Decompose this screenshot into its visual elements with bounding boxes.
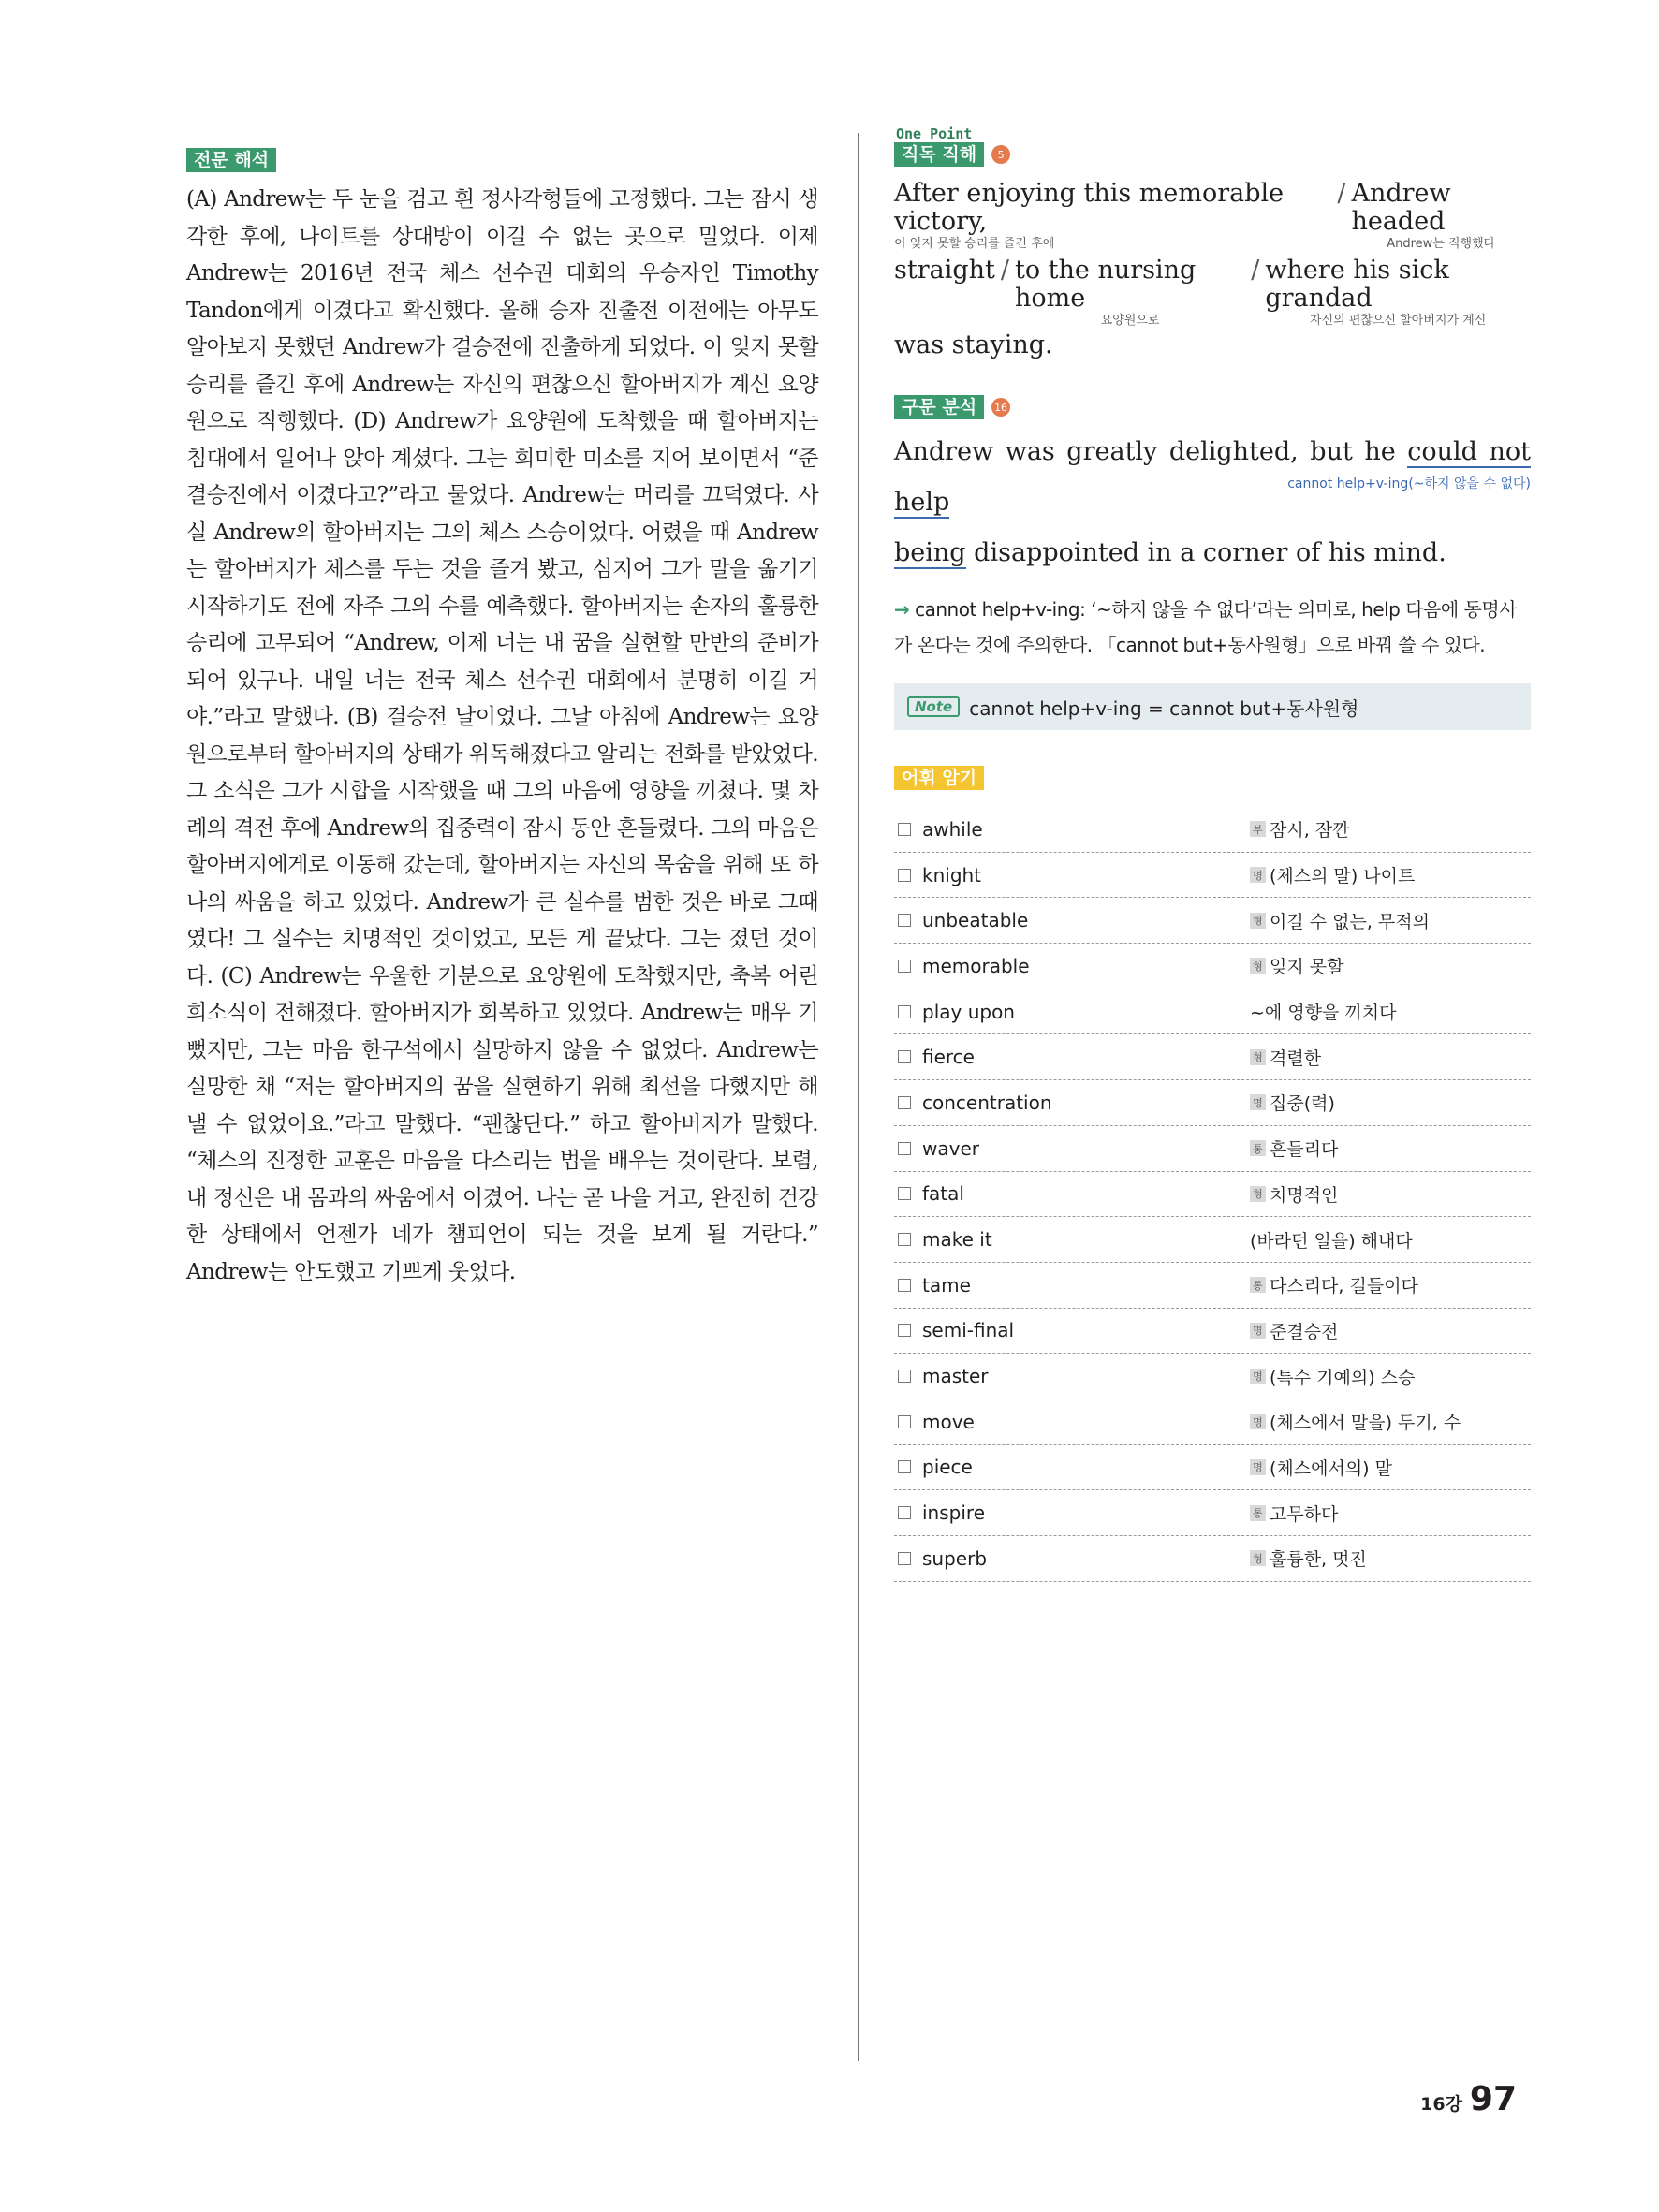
part-of-speech-badge: 통 bbox=[1250, 1140, 1266, 1156]
gubun-section bbox=[894, 395, 1531, 730]
vocab-row bbox=[894, 1263, 1531, 1309]
vocab-row bbox=[894, 944, 1531, 989]
tag-text-1: 구문 bbox=[902, 397, 936, 417]
meaning-text: (체스의 말) 나이트 bbox=[1270, 866, 1416, 887]
meaning-text: 치명적인 bbox=[1270, 1184, 1339, 1206]
vocab-header bbox=[894, 766, 984, 790]
analysis-column bbox=[894, 125, 1531, 1582]
page-number: 97 bbox=[1469, 2080, 1517, 2118]
meaning-text: (특수 기예의) 스승 bbox=[1270, 1367, 1416, 1388]
vocab-row bbox=[894, 1536, 1531, 1582]
underlined-phrase: being bbox=[894, 538, 966, 567]
vocab-word: fierce bbox=[922, 1046, 975, 1069]
meaning-text: 고무하다 bbox=[1270, 1503, 1339, 1525]
vocab-row bbox=[894, 853, 1531, 899]
part-of-speech-badge: 형 bbox=[1250, 913, 1266, 929]
tag-text-2: 암기 bbox=[942, 768, 977, 788]
note-text: cannot help+v-ing = cannot but+동사원형 bbox=[969, 696, 1359, 720]
vocab-meaning bbox=[1250, 1318, 1338, 1343]
vocab-row bbox=[894, 1399, 1531, 1445]
note-badge: Note bbox=[907, 696, 960, 717]
slash: / bbox=[1337, 179, 1346, 208]
checkbox[interactable] bbox=[898, 1324, 911, 1337]
meaning-text: (체스에서 말을) 두기, 수 bbox=[1270, 1413, 1461, 1434]
part-of-speech-badge: 형 bbox=[1250, 1049, 1266, 1065]
underlined-phrase: could not help bbox=[894, 437, 1531, 517]
vocab-row bbox=[894, 1126, 1531, 1172]
column-divider bbox=[858, 133, 859, 2061]
meaning-text: 잠시, 잠깐 bbox=[1270, 820, 1350, 842]
explanation-text: cannot help+v-ing: ‘~하지 않을 수 없다’라는 의미로, help 다음에 동명사가 온다는 것에 주의한다. 「cannot but+동사원형」으로 바꿔 쓸 수 있다. bbox=[894, 598, 1518, 656]
vocab-word: tame bbox=[922, 1273, 971, 1296]
part-of-speech-badge: 통 bbox=[1250, 1505, 1266, 1521]
vocab-row bbox=[894, 1034, 1531, 1080]
meaning-text: 격렬한 bbox=[1270, 1047, 1322, 1069]
chunk-text: After enjoying this memorable victory, bbox=[894, 179, 1285, 236]
part-of-speech-badge: 명 bbox=[1250, 1094, 1266, 1110]
part-of-speech-badge: 부 bbox=[1250, 821, 1266, 837]
translation-paragraph: (A) Andrew는 두 눈을 검고 흰 정사각형들에 고정했다. 그는 잠시 생각한 후에, 나이트를 상대방이 이길 수 없는 곳으로 밀었다. 이제 Andrew는 2016년 전국 체스 선수권 대회의 우승자인 Timothy Tandon에게 이겼다고 확신했다. 올해 승자 진출전 이전에는 아무도 알아보지 못했던 Andrew가 결승전에 진출하게 되었다. 이 잊지 못할 승리를 즐긴 후에 Andrew는 자신의 편찮으신 할아버지가 계신 요양원으로 직행했다. (D) Andrew가 요양원에 도착했을 때 할아버지는 침대에서 일어나 앉아 계셨다. 그는 희미한 미소를 지어 보이면서 “준결승전에서 이겼다고?”라고 물었다. Andrew는 머리를 끄덕였다. 사실 Andrew의 할아버지는 그의 체스 스승이었다. 어렸을 때 Andrew는 할아버지가 체스를 두는 것을 즐겨 봤고, 심지어 그가 말을 옮기기 시작하기도 전에 자주 그의 수를 예측했다. 할아버지는 손자의 훌륭한 승리에 고무되어 “Andrew, 이제 너는 내 꿈을 실현할 만반의 준비가 되어 있구나. 내일 너는 전국 체스 선수권 대회에서 분명히 이길 거야.”라고 말했다. (B) 결승전 날이었다. 그날 아침에 Andrew는 요양원으로부터 할아버지의 상태가 위독해졌다고 알리는 전화를 받았었다. 그 소식은 그가 시합을 시작했을 때 그의 마음에 영향을 끼쳤다. 몇 차례의 격전 후에 Andrew의 집중력이 잠시 동안 흔들렸다. 그의 마음은 할아버지에게로 이동해 갔는데, 할아버지는 자신의 목숨을 위해 또 하나의 싸움을 하고 있었다. Andrew가 큰 실수를 범한 것은 바로 그때였다! 그 실수는 치명적인 것이었고, 모든 게 끝났다. 그는 졌던 것이다. (C) Andrew는 우울한 기분으로 요양원에 도착했지만, 축복 어린 희소식이 전해졌다. 할아버지가 회복하고 있었다. Andrew는 매우 기뻤지만, 그는 마음 한구석에서 실망하지 않을 수 없었다. Andrew는 실망한 채 “저는 할아버지의 꿈을 실현하기 위해 최선을 다했지만 해낼 수 없었어요.”라고 말했다. “괜찮단다.” 하고 할아버지가 말했다. “체스의 진정한 교훈은 마음을 다스리는 법을 배우는 것이란다. 보렴, 내 정신은 내 몸과의 싸움에서 이겼어. 나는 곧 나을 거고, 완전히 건강한 상태에서 언젠가 네가 챔피언이 되는 것을 보게 될 거란다.” Andrew는 안도했고 기쁘게 웃었다. bbox=[186, 187, 818, 1284]
chunk bbox=[1265, 256, 1531, 330]
vocab-word: make it bbox=[922, 1228, 992, 1252]
vocab-word: master bbox=[922, 1365, 989, 1388]
translation-body bbox=[186, 182, 818, 1291]
sentence-part: disappointed in a corner of his mind. bbox=[974, 538, 1446, 567]
onepoint-label: One Point bbox=[896, 125, 973, 142]
meaning-text: ~에 영향을 끼치다 bbox=[1250, 1003, 1397, 1024]
checkbox[interactable] bbox=[898, 1370, 911, 1383]
checkbox[interactable] bbox=[898, 1552, 911, 1565]
chunk-gloss: 자신의 편찮으신 할아버지가 계신 bbox=[1310, 314, 1487, 328]
vocab-meaning bbox=[1250, 1272, 1418, 1297]
analysis-sentence bbox=[894, 427, 1531, 579]
vocab-row bbox=[894, 989, 1531, 1035]
vocab-row bbox=[894, 1309, 1531, 1355]
onepoint-section bbox=[894, 125, 1531, 359]
checkbox[interactable] bbox=[898, 1415, 911, 1428]
vocab-meaning bbox=[1250, 1409, 1461, 1434]
vocab-meaning bbox=[1250, 1501, 1338, 1526]
chunk-gloss: 요양원으로 bbox=[1100, 314, 1160, 328]
chunk bbox=[1351, 180, 1531, 253]
chunk-gloss: Andrew는 직행했다 bbox=[1387, 237, 1496, 251]
part-of-speech-badge: 형 bbox=[1250, 958, 1266, 974]
vocab-row bbox=[894, 1080, 1531, 1126]
section-tag bbox=[186, 148, 276, 172]
slash: / bbox=[1000, 256, 1009, 285]
vocab-word: awhile bbox=[922, 817, 983, 841]
phrase-gloss: cannot help+v-ing(~하지 않을 수 없다) bbox=[1287, 476, 1531, 491]
section-tag bbox=[894, 142, 984, 167]
vocab-row bbox=[894, 1172, 1531, 1218]
vocab-row bbox=[894, 807, 1531, 853]
vocab-word: memorable bbox=[922, 954, 1030, 977]
checkbox[interactable] bbox=[898, 1460, 911, 1473]
chunk-line-1 bbox=[894, 180, 1531, 253]
checkbox[interactable] bbox=[898, 1233, 911, 1246]
checkbox[interactable] bbox=[898, 1005, 911, 1018]
part-of-speech-badge: 형 bbox=[1250, 1550, 1266, 1566]
tag-text-1: 직독 bbox=[902, 144, 936, 165]
vocab-word: semi-final bbox=[922, 1319, 1015, 1342]
translation-header bbox=[186, 148, 276, 172]
part-of-speech-badge: 형 bbox=[1250, 1186, 1266, 1202]
vocab-word: fatal bbox=[922, 1182, 964, 1206]
vocab-meaning bbox=[1250, 1181, 1338, 1207]
checkbox[interactable] bbox=[898, 1096, 911, 1109]
vocab-row bbox=[894, 1354, 1531, 1399]
translation-column bbox=[186, 148, 818, 1291]
vocab-word: waver bbox=[922, 1136, 979, 1160]
tag-text-1: 전문 bbox=[194, 150, 228, 170]
gubun-header bbox=[894, 395, 1010, 419]
chunk-text: Andrew headed bbox=[1351, 179, 1451, 236]
grammar-explanation bbox=[894, 592, 1531, 663]
section-tag bbox=[894, 766, 984, 790]
meaning-text: 잊지 못할 bbox=[1270, 957, 1344, 978]
onepoint-header bbox=[894, 142, 1010, 167]
checkbox[interactable] bbox=[898, 869, 911, 882]
vocab-meaning bbox=[1250, 953, 1343, 978]
vocab-meaning bbox=[1250, 1545, 1367, 1571]
section-tag bbox=[894, 395, 984, 419]
lesson-label: 16강 bbox=[1420, 2094, 1462, 2115]
vocab-meaning bbox=[1250, 908, 1430, 933]
sentence-number-badge: 5 bbox=[991, 145, 1010, 164]
checkbox[interactable] bbox=[898, 1506, 911, 1519]
meaning-text: 준결승전 bbox=[1270, 1321, 1339, 1342]
chunk-text: where his sick grandad bbox=[1265, 256, 1449, 313]
part-of-speech-badge: 명 bbox=[1250, 1323, 1266, 1339]
vocab-row bbox=[894, 898, 1531, 944]
arrow-icon: → bbox=[894, 598, 910, 621]
vocab-meaning bbox=[1250, 1455, 1392, 1480]
chunk-line-2 bbox=[894, 256, 1531, 330]
meaning-text: 다스리다, 길들이다 bbox=[1270, 1276, 1418, 1297]
checkbox[interactable] bbox=[898, 823, 911, 836]
chunk-text: to the nursing home bbox=[1014, 256, 1197, 313]
vocab-word: piece bbox=[922, 1456, 973, 1479]
meaning-text: 집중(력) bbox=[1270, 1093, 1335, 1115]
vocab-word: unbeatable bbox=[922, 909, 1029, 932]
checkbox[interactable] bbox=[898, 960, 911, 973]
meaning-text: 훌륭한, 멋진 bbox=[1270, 1549, 1367, 1571]
vocab-word: move bbox=[922, 1410, 975, 1433]
vocab-meaning bbox=[1250, 1135, 1338, 1161]
vocab-row bbox=[894, 1445, 1531, 1491]
vocab-row bbox=[894, 1490, 1531, 1536]
sentence-number-badge: 16 bbox=[991, 398, 1010, 417]
chunk bbox=[1015, 256, 1245, 330]
vocab-meaning bbox=[1250, 862, 1415, 887]
meaning-text: 이길 수 없는, 무적의 bbox=[1270, 911, 1430, 932]
vocab-meaning bbox=[1250, 1045, 1321, 1070]
meaning-text: (바라던 일을) 해내다 bbox=[1250, 1230, 1413, 1252]
vocab-meaning bbox=[1250, 1364, 1415, 1389]
vocab-meaning bbox=[1250, 999, 1396, 1024]
vocab-list bbox=[894, 807, 1531, 1582]
tag-text-1: 어휘 bbox=[902, 768, 936, 788]
vocab-section bbox=[894, 766, 1531, 1582]
part-of-speech-badge: 통 bbox=[1250, 1277, 1266, 1293]
chunk-line-3: was staying. bbox=[894, 330, 1053, 359]
meaning-text: (체스에서의) 말 bbox=[1270, 1458, 1392, 1479]
meaning-text: 흔들리다 bbox=[1270, 1139, 1339, 1161]
part-of-speech-badge: 명 bbox=[1250, 867, 1266, 883]
checkbox[interactable] bbox=[898, 1050, 911, 1063]
checkbox[interactable] bbox=[898, 914, 911, 927]
page-footer bbox=[1420, 2080, 1517, 2118]
vocab-word: play upon bbox=[922, 1000, 1015, 1023]
vocab-word: superb bbox=[922, 1546, 988, 1570]
chunk-gloss: 이 잊지 못할 승리를 즐긴 후에 bbox=[894, 237, 1055, 251]
vocab-meaning bbox=[1250, 1227, 1413, 1252]
checkbox[interactable] bbox=[898, 1279, 911, 1292]
part-of-speech-badge: 명 bbox=[1250, 1459, 1266, 1475]
vocab-row bbox=[894, 1217, 1531, 1263]
vocab-meaning bbox=[1250, 1090, 1335, 1115]
checkbox[interactable] bbox=[898, 1142, 911, 1155]
checkbox[interactable] bbox=[898, 1187, 911, 1200]
chunked-sentence bbox=[894, 180, 1531, 359]
vocab-word: concentration bbox=[922, 1091, 1052, 1114]
chunk-text: straight bbox=[894, 256, 995, 285]
sentence-part: Andrew was greatly delighted, but he bbox=[894, 437, 1396, 466]
tag-text-2: 분석 bbox=[942, 397, 977, 417]
tag-text-2: 직해 bbox=[942, 144, 977, 165]
part-of-speech-badge: 명 bbox=[1250, 1369, 1266, 1384]
slash: / bbox=[1251, 256, 1260, 285]
note-box bbox=[894, 683, 1531, 730]
tag-text-2: 해석 bbox=[234, 150, 270, 170]
vocab-meaning bbox=[1250, 816, 1350, 842]
vocab-word: inspire bbox=[922, 1502, 985, 1525]
vocab-word: knight bbox=[922, 863, 982, 886]
part-of-speech-badge: 명 bbox=[1250, 1414, 1266, 1429]
chunk bbox=[894, 180, 1331, 253]
